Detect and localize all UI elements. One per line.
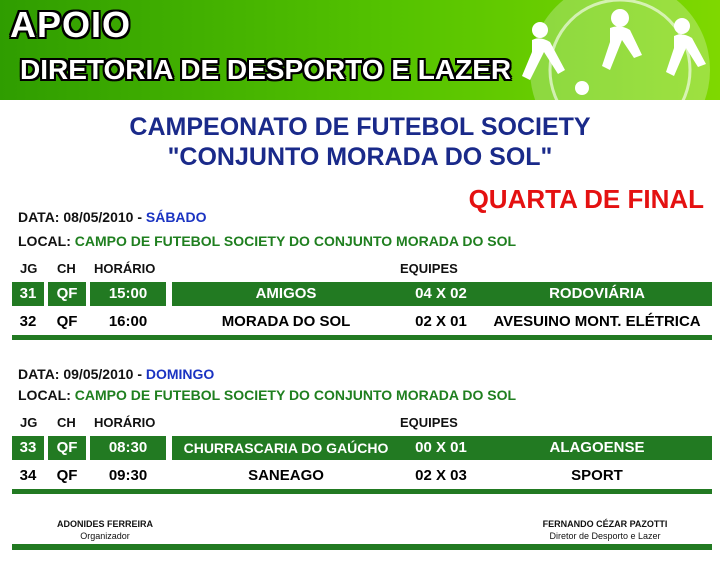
signature-left-name: ADONIDES FERREIRA: [56, 519, 153, 529]
game-phase: QF: [48, 436, 86, 460]
home-team: MORADA DO SOL: [221, 313, 351, 330]
col-header-jg: JG: [20, 261, 38, 276]
local-label: LOCAL:: [18, 233, 71, 249]
round1-date: [18, 209, 207, 225]
game-time: 16:00: [108, 313, 148, 330]
score: 04 X 02: [400, 282, 482, 306]
row-divider: [12, 335, 712, 340]
away-team: AVESUINO MONT. ELÉTRICA: [493, 313, 701, 330]
game-number: 34: [19, 467, 37, 484]
away-team: SPORT: [571, 467, 623, 484]
signature-right-role: Diretor de Desporto e Lazer: [549, 531, 661, 541]
local-label: LOCAL:: [18, 387, 71, 403]
col-header-ch: CH: [57, 415, 76, 430]
header-banner: [0, 0, 720, 100]
table-row: [12, 436, 712, 460]
home-team: AMIGOS: [172, 282, 400, 306]
table-row: [12, 464, 712, 488]
score: 00 X 01: [400, 436, 482, 460]
championship-title-line2: "CONJUNTO MORADA DO SOL": [167, 143, 553, 171]
game-number: 32: [19, 313, 37, 330]
championship-title: [0, 112, 720, 172]
game-phase: QF: [56, 467, 78, 484]
footer-divider: [12, 544, 712, 550]
round1-local: [18, 233, 516, 249]
championship-title-line1: CAMPEONATO DE FUTEBOL SOCIETY: [129, 113, 591, 141]
away-team: RODOVIÁRIA: [482, 282, 712, 306]
banner-subtitle: DIRETORIA DE DESPORTO E LAZER: [20, 54, 512, 85]
weekday: SÁBADO: [145, 209, 207, 225]
date-value: 09/05/2010 -: [63, 366, 142, 382]
score: 02 X 03: [415, 467, 467, 484]
home-team: CHURRASCARIA DO GAÚCHO: [172, 436, 400, 460]
local-value: CAMPO DE FUTEBOL SOCIETY DO CONJUNTO MORADA DO SOL: [74, 387, 517, 403]
table-row: [12, 282, 712, 306]
col-header-time: HORÁRIO: [94, 415, 156, 430]
game-phase: QF: [56, 313, 78, 330]
soccer-players-logo-icon: [470, 0, 720, 100]
game-number: 33: [12, 436, 44, 460]
date-label: DATA:: [18, 209, 60, 225]
local-value: CAMPO DE FUTEBOL SOCIETY DO CONJUNTO MORADA DO SOL: [74, 233, 517, 249]
col-header-ch: CH: [57, 261, 76, 276]
col-header-teams: EQUIPES: [400, 261, 458, 276]
game-number: 31: [12, 282, 44, 306]
signature-left-role: Organizador: [80, 531, 130, 541]
round2-date: [18, 366, 214, 382]
round2-local: [18, 387, 516, 403]
col-header-time: HORÁRIO: [94, 261, 156, 276]
weekday: DOMINGO: [145, 366, 215, 382]
home-team: SANEAGO: [248, 467, 324, 484]
game-time: 15:00: [90, 282, 166, 306]
phase-label: QUARTA DE FINAL: [468, 184, 704, 214]
signature-right-name: FERNANDO CÉZAR PAZOTTI: [542, 519, 668, 529]
col-header-jg: JG: [20, 415, 38, 430]
date-label: DATA:: [18, 366, 60, 382]
banner-title: APOIO: [10, 4, 132, 45]
game-time: 08:30: [90, 436, 166, 460]
game-phase: QF: [48, 282, 86, 306]
away-team: ALAGOENSE: [482, 436, 712, 460]
game-time: 09:30: [108, 467, 148, 484]
table-row: [12, 310, 712, 334]
col-header-teams: EQUIPES: [400, 415, 458, 430]
score: 02 X 01: [415, 313, 467, 330]
date-value: 08/05/2010 -: [63, 209, 142, 225]
row-divider: [12, 489, 712, 494]
